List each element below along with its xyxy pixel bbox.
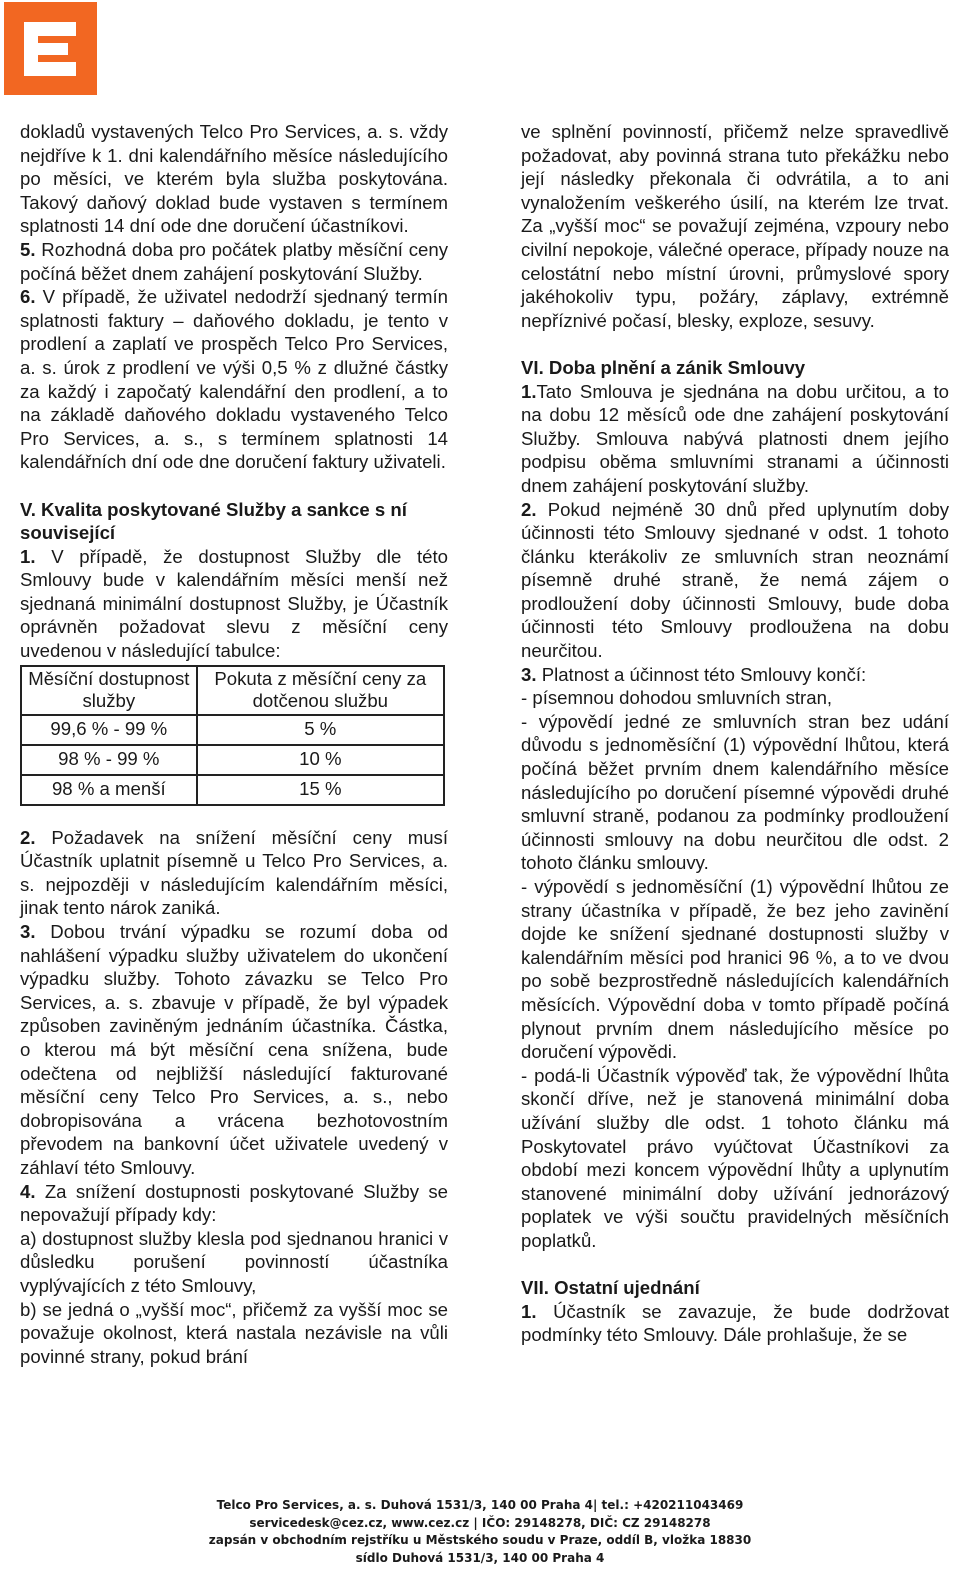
section-vi-3-text: Platnost a účinnost této Smlouvy končí: bbox=[541, 663, 867, 685]
section-vi-paragraph-1 bbox=[521, 380, 949, 498]
right-column bbox=[521, 120, 949, 1347]
table-header-availability: Měsíční dostupnost služby bbox=[21, 666, 197, 715]
section-vi-paragraph-3a: - písemnou dohodou smluvních stran, bbox=[521, 687, 833, 709]
page-footer bbox=[0, 1497, 960, 1567]
paragraph-5 bbox=[20, 238, 448, 285]
paragraph-5-number: 5. bbox=[20, 238, 36, 260]
section-v-1-number: 1. bbox=[20, 545, 36, 567]
table-row bbox=[21, 745, 444, 775]
availability-penalty-table bbox=[20, 665, 445, 806]
section-vi-paragraph-3 bbox=[521, 663, 949, 687]
section-v-4-text: Za snížení dostupnosti poskytované Služby se nepovažují případy kdy: bbox=[20, 1180, 448, 1226]
paragraph-5-text: Rozhodná doba pro počátek platby měsíční ceny počíná běžet dnem zahájení poskytování Služby. bbox=[20, 238, 448, 284]
section-vi-paragraph-3d: - podá-li Účastník výpověď tak, že výpovědní lhůta skončí dříve, než je stanovená minimální doba užívání služby dle odst. 1 tohoto článku má Poskytovatel právo vyúčtovat Účastníkovi za období mezi koncem výpovědní lhůty a uplynutím stanovené minimální doby užívání jednorázový poplatek ve výši součtu pravidelných měsíčních poplatků. bbox=[521, 1064, 949, 1251]
table-header-row bbox=[21, 666, 444, 715]
paragraph-force-majeure: ve splnění povinností, přičemž nelze spravedlivě požadovat, aby povinná strana tuto překážku nebo její následky překonala či odvrátila, a to ani vynaložením veškerého úsilí, na kterém lze trvat. Za „vyšší moc“ se považují zejména, vzpoury nebo civilní nepokoje, válečné operace, případy nouze na celostátní nebo místní úrovni, průmyslové spory jakéhokoliv typu, požáry, záplavy, extrémně nepříznivé počasí, blesky, exploze, sesuvy. bbox=[521, 121, 949, 331]
table-cell-penalty: 5 % bbox=[197, 715, 444, 745]
section-vii-heading: VII. Ostatní ujednání bbox=[521, 1277, 700, 1299]
cez-logo bbox=[4, 2, 97, 95]
table-cell-availability: 98 % - 99 % bbox=[21, 745, 197, 775]
footer-seat-line: sídlo Duhová 1531/3, 140 00 Praha 4 bbox=[355, 1550, 605, 1565]
section-vii-paragraph-1 bbox=[521, 1300, 949, 1347]
paragraph-6 bbox=[20, 285, 448, 474]
footer-address-line: Telco Pro Services, a. s. Duhová 1531/3, 140 00 Praha 4| tel.: +420211043469 bbox=[216, 1498, 744, 1512]
section-v-2-number: 2. bbox=[20, 826, 36, 848]
table-row bbox=[21, 715, 444, 745]
section-vi-paragraph-3c: - výpovědí s jednoměsíční (1) výpovědní lhůtou ze strany účastníka v případě, že bez jeho zavinění dojde ke snížení sjednané dostupnosti služby v kalendářním měsíci pod hranici 96 %, a to ve dvou po sobě bezprostředně následujících kalendářních měsících. Výpovědní doba v tomto případě počíná plynout prvním dnem následujícího měsíce po doručení výpovědi. bbox=[521, 876, 949, 1063]
section-v-3-text: Dobou trvání výpadku se rozumí doba od nahlášení výpadku služby uživatelem do ukončení výpadku služby. Tohoto závazku se Telco Pro Services, a. s. zbavuje v případě, že byl výpadek způsoben zaviněným jednáním účastníka. Částka, o kterou má být měsíční cena snížena, bude odečtena od nejbližší následující fakturované měsíční ceny Telco Pro Services, a. s., nebo dobropisována a vrácena bezhotovostním převodem na bankovní účet uživatele uvedený v záhlaví této Smlouvy. bbox=[20, 921, 448, 1178]
table-row bbox=[21, 775, 444, 805]
section-v-paragraph-3 bbox=[20, 920, 448, 1180]
section-v-1-text: V případě, že dostupnost Služby dle této Smlouvy bude v kalendářním měsíci menší než sjednaná minimální dostupnost Služby, je Účastník oprávněn požadovat slevu z měsíční ceny uvedenou v následující tabulce: bbox=[20, 545, 449, 662]
section-vi-1-text: Tato Smlouva je sjednána na dobu určitou, a to na dobu 12 měsíců ode dne zahájení poskytování Služby. Smlouva nabývá platnosti dnem jejího podpisu oběma smluvními stranami a účinnosti dnem zahájení poskytování služby. bbox=[521, 380, 949, 496]
section-vii-1-number: 1. bbox=[521, 1300, 537, 1322]
table-cell-penalty: 10 % bbox=[197, 745, 444, 775]
section-v-4-number: 4. bbox=[20, 1180, 36, 1202]
section-v-paragraph-1 bbox=[20, 545, 448, 663]
footer-registry-line: zapsán v obchodním rejstříku u Městského soudu v Praze, oddíl B, vložka 18830 bbox=[208, 1533, 752, 1547]
section-v-paragraph-2 bbox=[20, 826, 448, 920]
section-vii-1-text: Účastník se zavazuje, že bude dodržovat podmínky této Smlouvy. Dále prohlašuje, že se bbox=[521, 1300, 950, 1346]
section-v-paragraph-4 bbox=[20, 1180, 448, 1227]
table-cell-availability: 99,6 % - 99 % bbox=[21, 715, 197, 745]
section-vi-heading: VI. Doba plnění a zánik Smlouvy bbox=[521, 356, 806, 378]
section-v-3-number: 3. bbox=[20, 921, 36, 943]
section-vi-paragraph-2 bbox=[521, 498, 949, 663]
left-column bbox=[20, 120, 448, 1368]
cez-logo-icon bbox=[4, 2, 97, 95]
section-vi-2-text: Pokud nejméně 30 dnů před uplynutím doby účinnosti této Smlouvy sjednané v odst. 1 tohoto článku kterákoliv ze smluvních stran neoznámí písemně druhé straně, že nemá zájem o prodloužení doby účinnosti Smlouvy, bude doba účinnosti této Smlouvy prodloužena na dobu neurčitou. bbox=[521, 498, 949, 662]
paragraph-6-number: 6. bbox=[20, 286, 36, 308]
section-vi-paragraph-3b: - výpovědí jedné ze smluvních stran bez udání důvodu s jednoměsíční (1) výpovědní lhůtou, která počíná běžet prvním dnem kalendářního měsíce následujícího po doručení písemné výpovědi druhé smluvní straně, podanou za podmínky prodloužení účinnosti smlouvy na dobu neurčitou dle odst. 2 tohoto článku smlouvy. bbox=[521, 710, 949, 874]
table-cell-availability: 98 % a menší bbox=[21, 775, 197, 805]
section-vi-2-number: 2. bbox=[521, 498, 537, 520]
table-header-penalty: Pokuta z měsíční ceny za dotčenou službu bbox=[197, 666, 444, 715]
section-v-paragraph-4b: b) se jedná o „vyšší moc“, přičemž za vyšší moc se považuje okolnost, která nastala nezávisle na vůli povinné strany, pokud brání bbox=[20, 1298, 448, 1367]
section-v-paragraph-4a: a) dostupnost služby klesla pod sjednanou hranici v důsledku porušení povinností účastníka vyplývajících z této Smlouvy, bbox=[20, 1227, 448, 1296]
paragraph-6-text: V případě, že uživatel nedodrží sjednaný termín splatnosti faktury – daňového dokladu, je tento v prodlení a zaplatí ve prospěch Telco Pro Services, a. s. úrok z prodlení ve výši 0,5 % z dlužné částky za každý i započatý kalendářní den prodlení, a to na základě daňového dokladu vystaveného Telco Pro Services, a. s., s termínem splatnosti 14 kalendářních dní ode dne doručení faktury uživateli. bbox=[20, 286, 449, 473]
paragraph-invoice-issue: dokladů vystavených Telco Pro Services, a. s. vždy nejdříve k 1. dni kalendářního měsíce následujícího po měsíci, ve kterém byla služba poskytována. Takový daňový doklad bude vystaven s termínem splatnosti 14 dní ode dne doručení účastníkovi. bbox=[20, 121, 448, 237]
table-cell-penalty: 15 % bbox=[197, 775, 444, 805]
section-v-heading: V. Kvalita poskytované Služby a sankce s ní související bbox=[20, 498, 407, 544]
section-vi-3-number: 3. bbox=[521, 663, 537, 685]
section-v-2-text: Požadavek na snížení měsíční ceny musí Účastník uplatnit písemně u Telco Pro Services, a. s. nejpozději v následujícím kalendářním měsíci, jinak tento nárok zaniká. bbox=[20, 826, 449, 919]
footer-contact-line: servicedesk@cez.cz, www.cez.cz | IČO: 29148278, DIČ: CZ 29148278 bbox=[249, 1515, 711, 1530]
section-vi-1-number: 1. bbox=[521, 380, 537, 402]
